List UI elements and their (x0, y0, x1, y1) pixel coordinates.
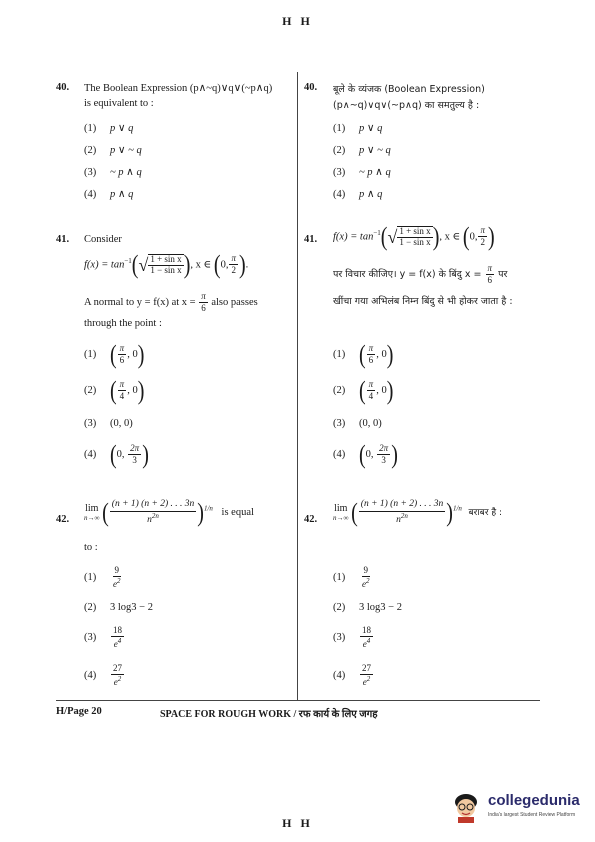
option-text: ~ p ∧ q (110, 167, 142, 178)
q41-normal-hi: खींचा गया अभिलंब निम्न बिंदु से भी होकर जाता है : (333, 296, 513, 307)
footer-divider (56, 700, 540, 701)
q42-expression-en: lim n→∞ ( $\frac{(n + 1) (n + 2) . . . 3n}{n^{2n}}$ )$^{1/n}$ is equal (84, 498, 254, 527)
q40-text-en-1: The Boolean Expression (p∧~q)∨q∨(~p∧q) (84, 83, 273, 94)
page-label: H/Page 20 (56, 706, 102, 717)
option-text: p ∧ q (110, 189, 134, 200)
q41-function-en: $f(x) = \tan^{-1}$( √ 1 + sin x 1 − sin x ), x ∈ (0, $\frac{\pi}{2}$ ). (84, 250, 249, 280)
q40-option-2-hi[interactable]: (2) p ∨ ~ q (333, 145, 391, 156)
q41-normal-en: A normal to y = f(x) at x = $\frac{\pi}{6}$ also passes (84, 291, 258, 313)
q41-option-4-en[interactable]: (4) (0, $\frac{2\pi}{3}$ ) (84, 440, 149, 469)
q40-option-4-hi[interactable]: (4) p ∧ q (333, 189, 383, 200)
q40-option-3-hi[interactable]: (3) ~ p ∧ q (333, 167, 391, 178)
q40-option-2-en[interactable] (84, 144, 142, 156)
option-text: p ∨ ~ q (110, 145, 142, 156)
logo-name: collegedunia (488, 792, 580, 809)
q40-number-hi: 40. (304, 82, 318, 93)
option-number: (1) (84, 123, 97, 134)
q40-number: 40. (56, 82, 70, 93)
q41-option-4-hi[interactable]: (4) (0, $\frac{2\pi}{3}$ ) (333, 440, 398, 469)
option-text: p ∨ q (110, 123, 134, 134)
q42-option-1-hi[interactable]: (1) $\frac{9}{e^2}$ (333, 565, 370, 589)
q42-option-2-en[interactable]: (2) 3 log3 − 2 (84, 602, 153, 613)
q41-option-1-hi[interactable]: (1) ( $\frac{\pi}{6}$ , 0) (333, 340, 394, 369)
option-number: (2) (84, 145, 97, 156)
q42-to-en: to : (84, 542, 98, 553)
q41-number: 41. (56, 234, 70, 245)
column-divider (297, 72, 298, 700)
logo-tagline: India's largest Student Review Platform (488, 812, 576, 818)
q42-option-2-hi[interactable]: (2) 3 log3 − 2 (333, 602, 402, 613)
q40-option-1-en[interactable] (84, 122, 133, 134)
q41-option-3-hi[interactable]: (3) (0, 0) (333, 418, 382, 429)
option-number: (4) (84, 189, 97, 200)
q41-function-hi: $f(x) = \tan^{-1}$( √ 1 + sin x 1 − sin x ), x ∈ (0, $\frac{\pi}{2}$ ) (333, 222, 495, 252)
q42-expression-hi: lim n→∞ ( $\frac{(n + 1) (n + 2) . . . 3n}{n^{2n}}$ )$^{1/n}$ बराबर है : (333, 498, 503, 527)
q42-number: 42. (56, 514, 70, 525)
footer-mark: H H (282, 816, 313, 830)
q41-option-3-en[interactable]: (3) (0, 0) (84, 418, 133, 429)
header-mark: H H (282, 14, 313, 28)
option-number: (3) (84, 167, 97, 178)
q42-number-hi: 42. (304, 514, 318, 525)
q40-text-hi-2: (p∧~q)∨q∨(~p∧q) का समतुल्य है : (333, 100, 480, 111)
q40-option-4-en[interactable] (84, 188, 133, 200)
q41-consider-hi: पर विचार कीजिए। y = f(x) के बिंदु x = $\frac{\pi}{6}$ पर (333, 263, 508, 285)
q42-option-3-en[interactable]: (3) $\frac{18}{e^4}$ (84, 625, 122, 649)
q42-option-4-en[interactable]: (4) $\frac{27}{e^2}$ (84, 663, 122, 687)
q41-option-2-en[interactable]: (2) ( $\frac{\pi}{4}$ , 0) (84, 376, 145, 405)
q40-text-en-2: is equivalent to : (84, 98, 154, 109)
q40-option-3-en[interactable] (84, 166, 142, 178)
rough-work-label: SPACE FOR ROUGH WORK / रफ कार्य के लिए जगह (160, 709, 378, 720)
q40-option-1-hi[interactable]: (1) p ∨ q (333, 123, 383, 134)
q41-number-hi: 41. (304, 234, 318, 245)
q41-option-1-en[interactable]: (1) ( $\frac{\pi}{6}$ , 0) (84, 340, 145, 369)
q41-consider-en: Consider (84, 234, 122, 245)
q40-text-hi-1: बूले के व्यंजक (Boolean Expression) (333, 84, 485, 95)
q41-through-en: through the point : (84, 318, 162, 329)
q42-option-3-hi[interactable]: (3) $\frac{18}{e^4}$ (333, 625, 371, 649)
q42-option-1-en[interactable]: (1) $\frac{9}{e^2}$ (84, 565, 121, 589)
q42-option-4-hi[interactable]: (4) $\frac{27}{e^2}$ (333, 663, 371, 687)
q41-option-2-hi[interactable]: (2) ( $\frac{\pi}{4}$ , 0) (333, 376, 394, 405)
